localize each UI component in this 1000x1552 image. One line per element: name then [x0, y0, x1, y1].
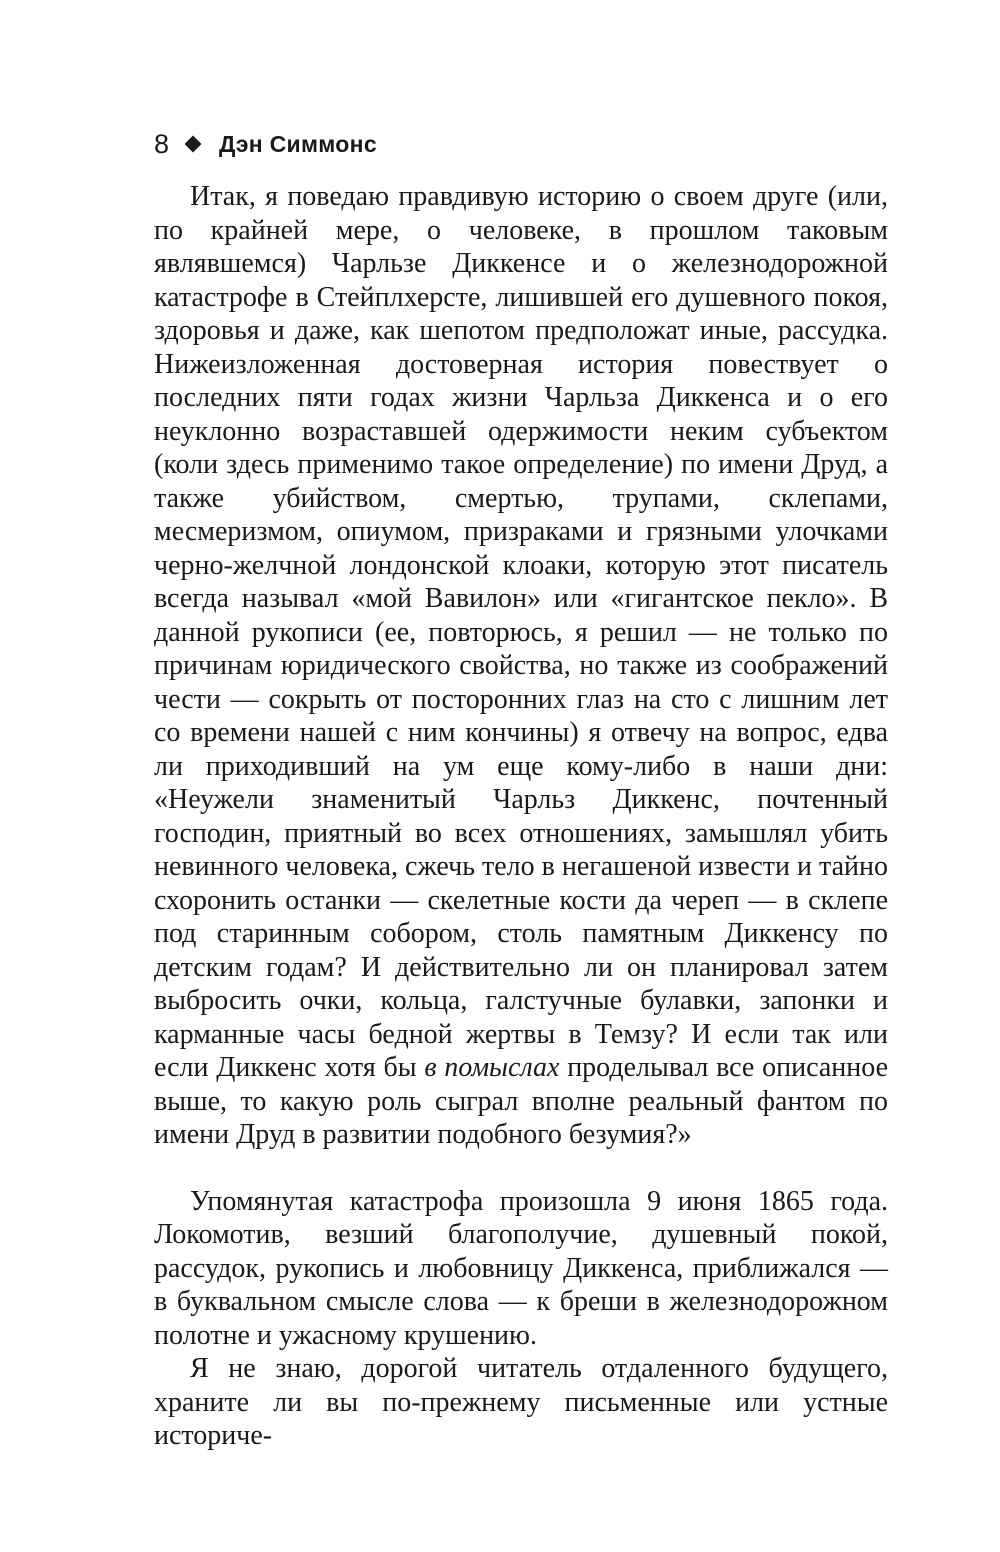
- paragraph-3: Я не знаю, дорогой читатель отдаленного будущего, храните ли вы по-прежнему письменные или устные историче-: [154, 1353, 888, 1451]
- body-text: [154, 180, 888, 1453]
- paragraph-1-text-end: проделывал все описанное выше, то какую роль сыграл вполне реальный фантом по имени Друд в развитии подобного безумия?»: [154, 1052, 889, 1150]
- paragraph-1: [154, 180, 888, 1152]
- running-head: [154, 124, 377, 164]
- paragraph-2: Упомянутая катастрофа произошла 9 июня 1865 года. Локомотив, везший благополучие, душевный покой, рассудок, рукопись и любовницу Диккенса, приближался — в буквальном смысле слова — к бреши в железнодорожном полотне и ужасному крушению.: [154, 1185, 888, 1351]
- paragraph-1-text: Итак, я поведаю правдивую историю о своем друге (или, по крайней мере, о человеке, в прошлом таковым являвшемся) Чарльзе Диккенсе и о железнодорожной катастрофе в Стейплхерсте, лишившей его душевного покоя, здоровья и даже, как шепотом предположат иные, рассудка. Нижеизложенная достоверная история повествует о последних пяти годах жизни Чарльза Диккенса и о его неуклонно возраставшей одержимости неким субъектом (коли здесь применимо такое определение) по имени Друд, а также убийством, смертью, трупами, склепами, месмеризмом, опиумом, призраками и грязными улочками черно-желчной лондонской клоаки, которую этот писатель всегда называл «мой Вавилон» или «гигантское пекло». В данной рукописи (ее, повторюсь, я решил — не только по причинам юридического свойства, но также из соображений чести — сокрыть от посторонних глаз на сто с лишним лет со времени нашей с ним кончины) я отвечу на вопрос, едва ли приходивший на ум еще кому-либо в наши дни: «Неужели знаменитый Чарльз Диккенс, почтенный господин, приятный во всех отношениях, замышлял убить невинного человека, сжечь тело в негашеной извести и тайно схоронить останки — скелетные кости да череп — в склепе под старинным собором, столь памятным Диккенсу по детским годам? И действительно ли он планировал затем выбросить очки, кольца, галстучные булавки, запонки и карманные часы бедной жертвы в Темзу? И если так или если Диккенс хотя бы: [154, 181, 888, 1083]
- page-number: 8: [154, 128, 170, 159]
- diamond-icon: [185, 136, 202, 153]
- paragraph-1-italic: в помыслах: [424, 1052, 560, 1083]
- author-name: Дэн Симмонс: [219, 130, 377, 157]
